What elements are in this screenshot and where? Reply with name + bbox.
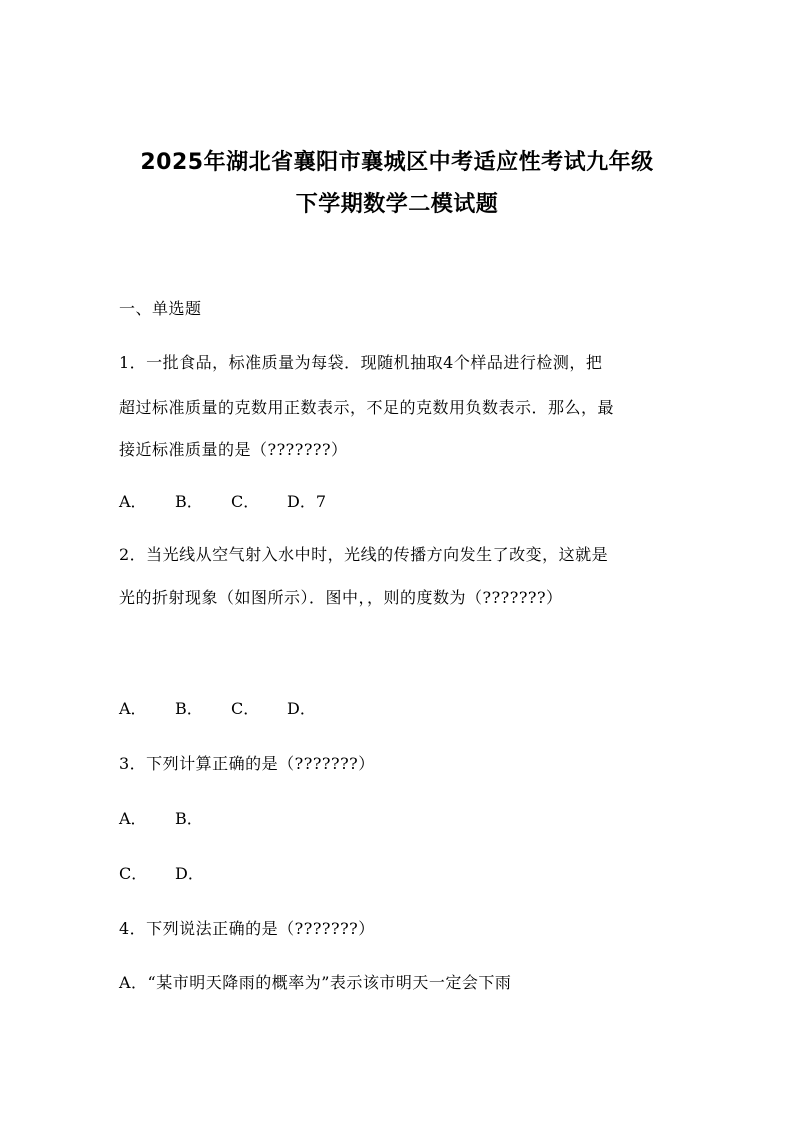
section-heading: 一、单选题 [119, 299, 202, 318]
question-1-option-d: D．7 [287, 492, 327, 511]
question-1-option-b: B． [175, 492, 203, 511]
question-2-option-b: B． [175, 699, 203, 718]
question-1-line-1: 1．一批食品，标准质量为每袋．现随机抽取4个样品进行检测，把 [119, 353, 603, 372]
question-1-line-2: 超过标准质量的克数用正数表示，不足的克数用负数表示．那么，最 [119, 398, 615, 417]
question-2-option-d: D． [287, 699, 316, 718]
question-3-option-b: B． [175, 809, 203, 828]
question-2-option-a: A． [119, 699, 147, 718]
question-3-option-a: A． [119, 809, 147, 828]
question-2-option-c: C． [231, 699, 260, 718]
question-3-option-d: D． [175, 864, 204, 883]
question-1-option-a: A． [119, 492, 147, 511]
question-2-line-2: 光的折射现象（如图所示）．图中，，则的度数为（???????） [119, 588, 563, 607]
question-1-line-3: 接近标准质量的是（???????） [119, 440, 348, 459]
question-4-line-1: 4．下列说法正确的是（???????） [119, 919, 375, 938]
question-3-line-1: 3．下列计算正确的是（???????） [119, 754, 375, 773]
document-title-line-1: 2025年湖北省襄阳市襄城区中考适应性考试九年级 [140, 150, 654, 175]
question-1-option-c: C． [231, 492, 260, 511]
question-4-option-a: A．“某市明天降雨的概率为”表示该市明天一定会下雨 [119, 973, 512, 992]
document-title-line-2: 下学期数学二模试题 [295, 192, 499, 217]
question-3-option-c: C． [119, 864, 148, 883]
question-2-line-1: 2．当光线从空气射入水中时，光线的传播方向发生了改变，这就是 [119, 545, 609, 564]
